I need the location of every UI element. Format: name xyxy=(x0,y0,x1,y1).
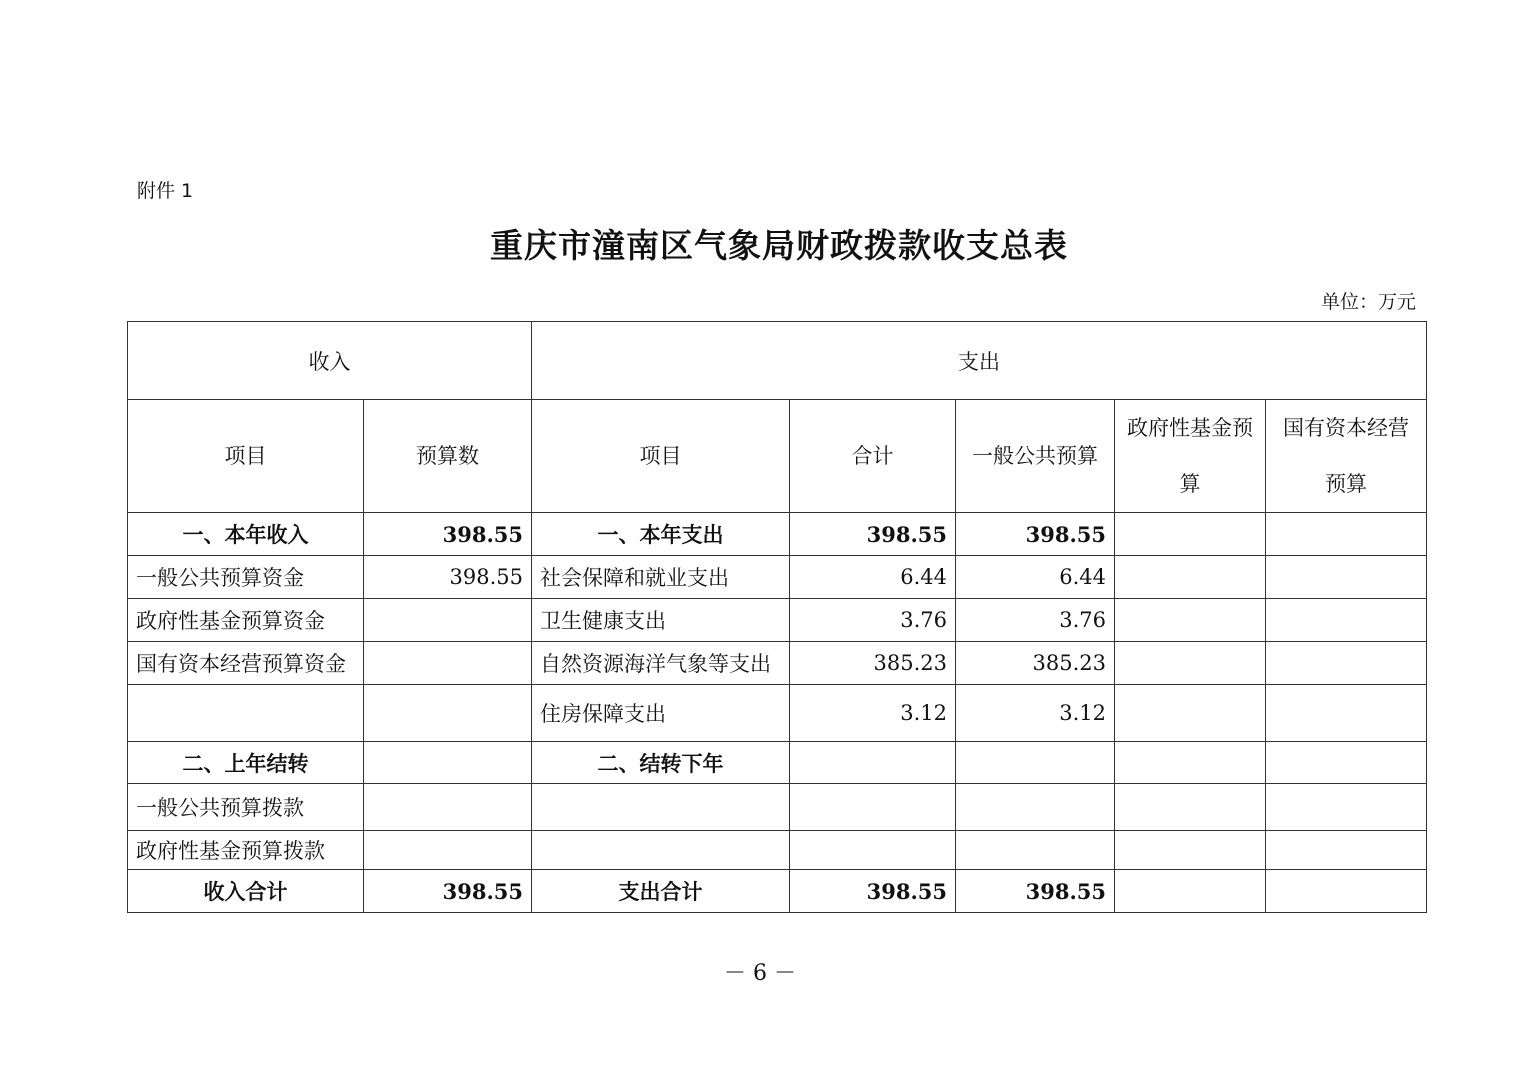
income-item: 一般公共预算资金 xyxy=(128,556,364,599)
income-total-label: 收入合计 xyxy=(128,870,364,913)
expense-general: 385.23 xyxy=(956,642,1115,685)
page-number: － 6 － xyxy=(724,961,796,986)
table-header-row-2 xyxy=(128,400,1427,513)
income-item: 一、本年收入 xyxy=(128,513,364,556)
expense-state xyxy=(1266,870,1427,913)
expense-fund xyxy=(1115,685,1266,742)
expense-general xyxy=(956,831,1115,870)
income-amount xyxy=(364,784,532,831)
expense-state xyxy=(1266,742,1427,784)
income-item: 二、上年结转 xyxy=(128,742,364,784)
budget-table xyxy=(127,321,1427,913)
table-row xyxy=(128,742,1427,784)
expense-header: 支出 xyxy=(532,322,1427,400)
expense-item: 二、结转下年 xyxy=(532,742,790,784)
table-row-totals xyxy=(128,870,1427,913)
expense-total xyxy=(790,742,956,784)
expense-item: 住房保障支出 xyxy=(532,685,790,742)
table-row xyxy=(128,784,1427,831)
table-row xyxy=(128,556,1427,599)
attachment-label: 附件 1 xyxy=(137,180,194,202)
col-header-general-budget: 一般公共预算 xyxy=(956,400,1115,513)
expense-fund xyxy=(1115,784,1266,831)
income-amount xyxy=(364,599,532,642)
income-item: 国有资本经营预算资金 xyxy=(128,642,364,685)
expense-item: 自然资源海洋气象等支出 xyxy=(532,642,790,685)
expense-total: 398.55 xyxy=(790,513,956,556)
expense-state xyxy=(1266,642,1427,685)
expense-general: 3.12 xyxy=(956,685,1115,742)
col-header-expense-item: 项目 xyxy=(532,400,790,513)
col-header-fund-budget: 政府性基金预算 xyxy=(1115,400,1266,513)
expense-fund xyxy=(1115,742,1266,784)
expense-fund xyxy=(1115,599,1266,642)
income-amount xyxy=(364,742,532,784)
expense-general: 6.44 xyxy=(956,556,1115,599)
expense-total: 398.55 xyxy=(790,870,956,913)
table-row xyxy=(128,599,1427,642)
expense-state xyxy=(1266,685,1427,742)
expense-fund xyxy=(1115,870,1266,913)
expense-total: 6.44 xyxy=(790,556,956,599)
expense-general: 398.55 xyxy=(956,870,1115,913)
income-amount: 398.55 xyxy=(364,513,532,556)
expense-fund xyxy=(1115,831,1266,870)
table-row xyxy=(128,831,1427,870)
income-item: 政府性基金预算资金 xyxy=(128,599,364,642)
income-item xyxy=(128,685,364,742)
table-row xyxy=(128,513,1427,556)
expense-state xyxy=(1266,513,1427,556)
expense-total: 3.12 xyxy=(790,685,956,742)
table-row xyxy=(128,685,1427,742)
income-header: 收入 xyxy=(128,322,532,400)
income-total-amount: 398.55 xyxy=(364,870,532,913)
expense-fund xyxy=(1115,556,1266,599)
col-header-income-item: 项目 xyxy=(128,400,364,513)
income-amount xyxy=(364,642,532,685)
expense-state xyxy=(1266,556,1427,599)
expense-total: 385.23 xyxy=(790,642,956,685)
income-amount: 398.55 xyxy=(364,556,532,599)
expense-item: 社会保障和就业支出 xyxy=(532,556,790,599)
expense-total xyxy=(790,831,956,870)
expense-general xyxy=(956,784,1115,831)
col-header-total: 合计 xyxy=(790,400,956,513)
page-title: 重庆市潼南区气象局财政拨款收支总表 xyxy=(490,226,1068,265)
expense-fund xyxy=(1115,513,1266,556)
unit-label: 单位：万元 xyxy=(1320,291,1416,313)
expense-general: 3.76 xyxy=(956,599,1115,642)
expense-item: 卫生健康支出 xyxy=(532,599,790,642)
expense-fund xyxy=(1115,642,1266,685)
expense-general: 398.55 xyxy=(956,513,1115,556)
expense-item xyxy=(532,831,790,870)
income-amount xyxy=(364,685,532,742)
expense-state xyxy=(1266,599,1427,642)
col-header-state-capital-budget: 国有资本经营预算 xyxy=(1266,400,1427,513)
expense-item xyxy=(532,784,790,831)
col-header-budget: 预算数 xyxy=(364,400,532,513)
expense-item: 一、本年支出 xyxy=(532,513,790,556)
expense-state xyxy=(1266,784,1427,831)
income-amount xyxy=(364,831,532,870)
expense-general xyxy=(956,742,1115,784)
expense-total xyxy=(790,784,956,831)
expense-total-label: 支出合计 xyxy=(532,870,790,913)
expense-state xyxy=(1266,831,1427,870)
income-item: 一般公共预算拨款 xyxy=(128,784,364,831)
expense-total: 3.76 xyxy=(790,599,956,642)
table-row xyxy=(128,642,1427,685)
table-header-row-1 xyxy=(128,322,1427,400)
income-item: 政府性基金预算拨款 xyxy=(128,831,364,870)
